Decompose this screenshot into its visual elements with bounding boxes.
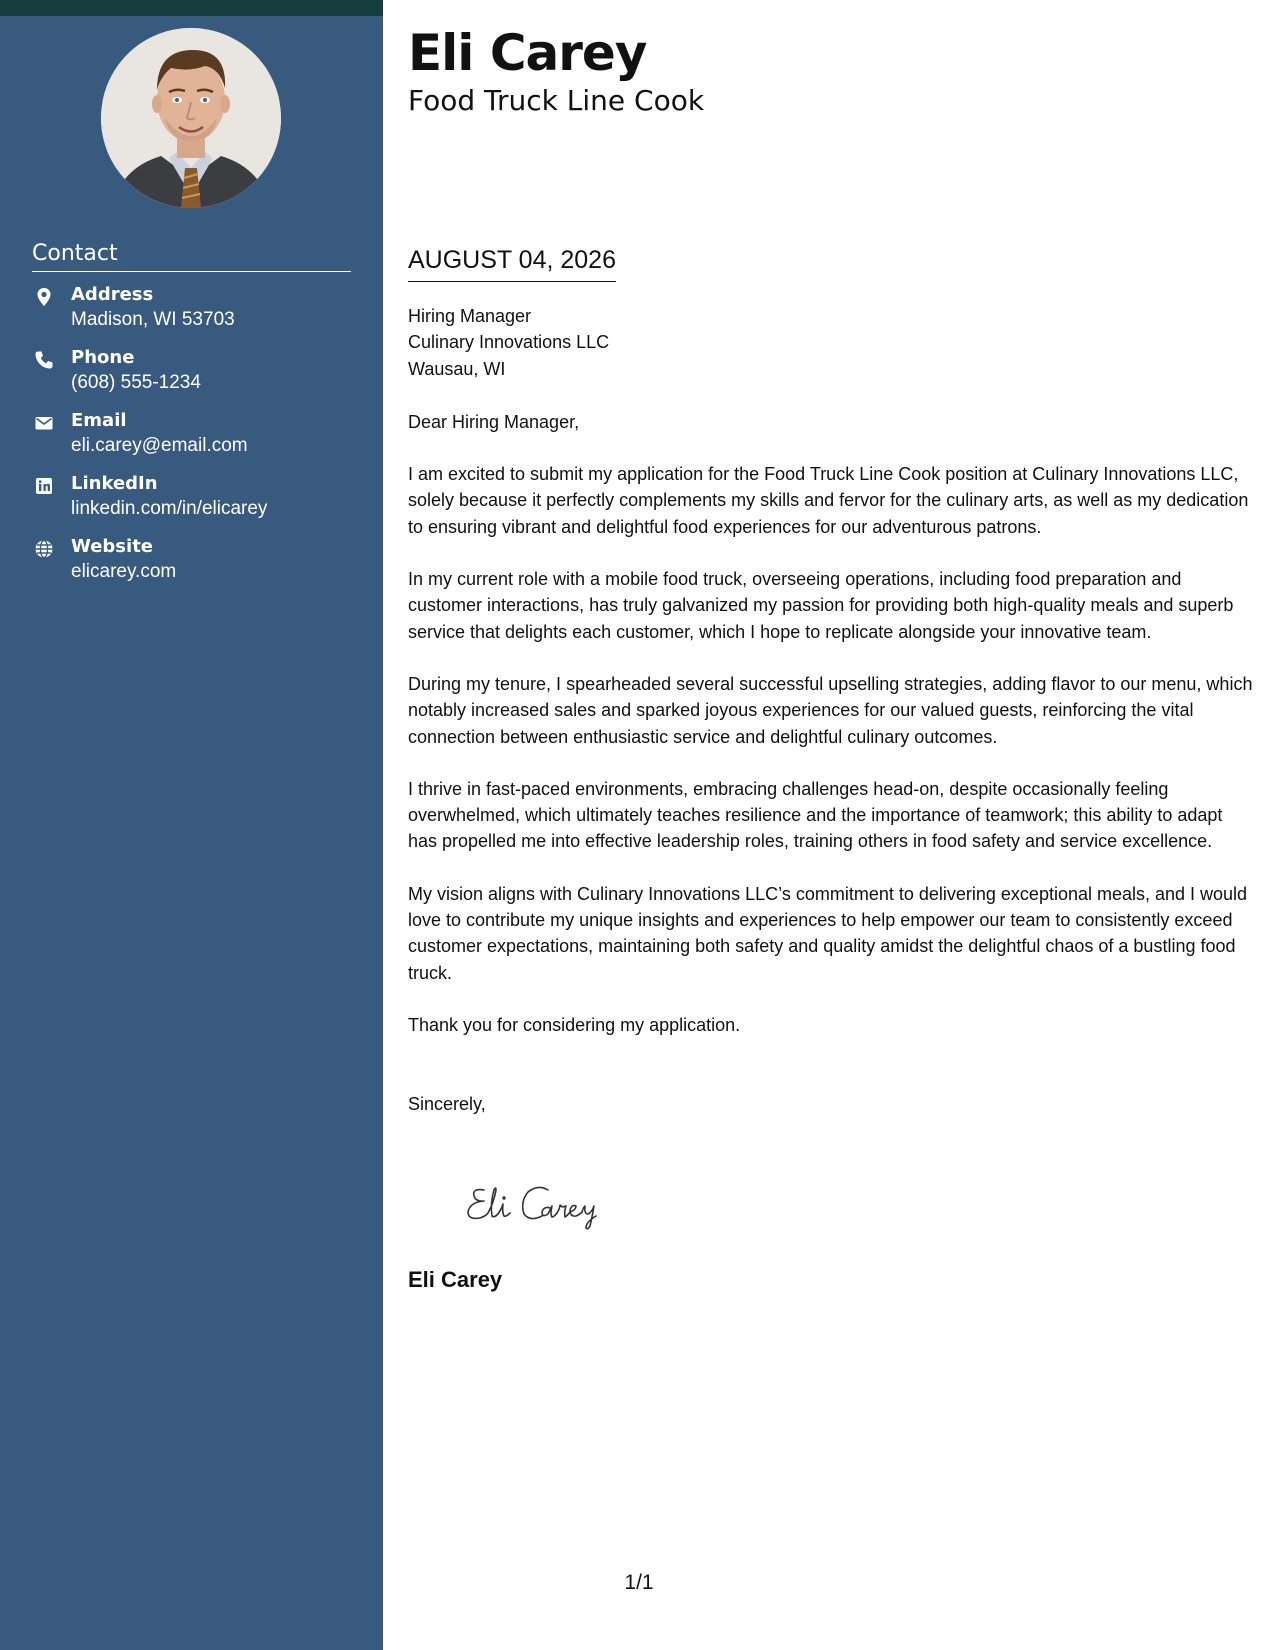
letter-body — [408, 303, 1254, 1118]
body-paragraph: I am excited to submit my application for the Food Truck Line Cook position at Culinary Innovations LLC, solely because it perfectly complements my skills and fervor for the culinary arts, as well as my dedication to ensuring vibrant and delightful food experiences for our adventurous patrons. — [408, 464, 1249, 537]
location-pin-icon — [34, 287, 54, 307]
body-paragraph: During my tenure, I spearheaded several successful upselling strategies, adding flavor to our menu, which notably increased sales and sparked joyous experiences for our valued guests, reinforcing the vital connection between enthusiastic service and delightful culinary outcomes. — [408, 673, 1253, 747]
profile-photo-illustration — [101, 28, 281, 208]
contact-list — [32, 283, 362, 598]
globe-icon — [34, 539, 54, 559]
recipient-line: Culinary Innovations LLC — [408, 332, 610, 353]
contact-label: Phone — [71, 347, 135, 368]
contact-label: Email — [71, 410, 127, 431]
applicant-name: Eli Carey — [408, 24, 647, 82]
sidebar-top-bar — [0, 0, 383, 16]
recipient-line: Hiring Manager — [408, 306, 532, 326]
email-value[interactable]: eli.carey@email.com — [71, 435, 248, 456]
contact-label: Address — [71, 284, 154, 305]
contact-item-address — [32, 283, 362, 346]
contact-heading: Contact — [32, 240, 351, 272]
website-value[interactable]: elicarey.com — [71, 561, 177, 582]
handwritten-signature — [462, 1176, 622, 1232]
closing-thanks: Thank you for considering my application. — [408, 1014, 741, 1035]
salutation: Dear Hiring Manager, — [408, 411, 580, 432]
job-title: Food Truck Line Cook — [408, 84, 705, 117]
phone-value: (608) 555-1234 — [71, 372, 201, 393]
recipient-block — [408, 303, 1254, 382]
signoff: Sincerely, — [408, 1094, 486, 1115]
letter-date: AUGUST 04, 2026 — [408, 245, 616, 282]
body-paragraph: I thrive in fast-paced environments, embracing challenges head-on, despite occasionally feeling overwhelmed, which ultimately teaches resilience and the importance of teamwork; this ability to adapt has propelled me into effective leadership roles, training others in food safety and service excellence. — [408, 778, 1223, 852]
recipient-line: Wausau, WI — [408, 358, 506, 379]
contact-item-website — [32, 535, 362, 598]
envelope-icon — [34, 413, 54, 433]
contact-item-email — [32, 409, 362, 472]
sidebar — [0, 0, 383, 1650]
contact-item-phone — [32, 346, 362, 409]
contact-label: LinkedIn — [71, 473, 158, 494]
contact-label: Website — [71, 536, 154, 557]
body-paragraph: In my current role with a mobile food truck, overseeing operations, including food preparation and customer interactions, has truly galvanized my passion for providing both high-quality meals and superb service that delights each customer, which I hope to replicate alongside your innovative team. — [408, 569, 1234, 642]
body-paragraph: My vision aligns with Culinary Innovations LLC’s commitment to delivering exceptional meals, and I would love to contribute my unique insights and experiences to help empower our team to consistently exceed customer expectations, maintaining both safety and quality amidst the delightful chaos of a bustling food truck. — [408, 883, 1248, 983]
contact-item-linkedin — [32, 472, 362, 535]
signed-name: Eli Carey — [408, 1267, 503, 1292]
linkedin-value[interactable]: linkedin.com/in/elicarey — [71, 498, 268, 519]
profile-photo — [101, 28, 281, 208]
phone-icon — [34, 350, 54, 370]
address-value: Madison, WI 53703 — [71, 309, 235, 330]
linkedin-icon — [34, 476, 54, 496]
page-number: 1/1 — [624, 1571, 654, 1594]
